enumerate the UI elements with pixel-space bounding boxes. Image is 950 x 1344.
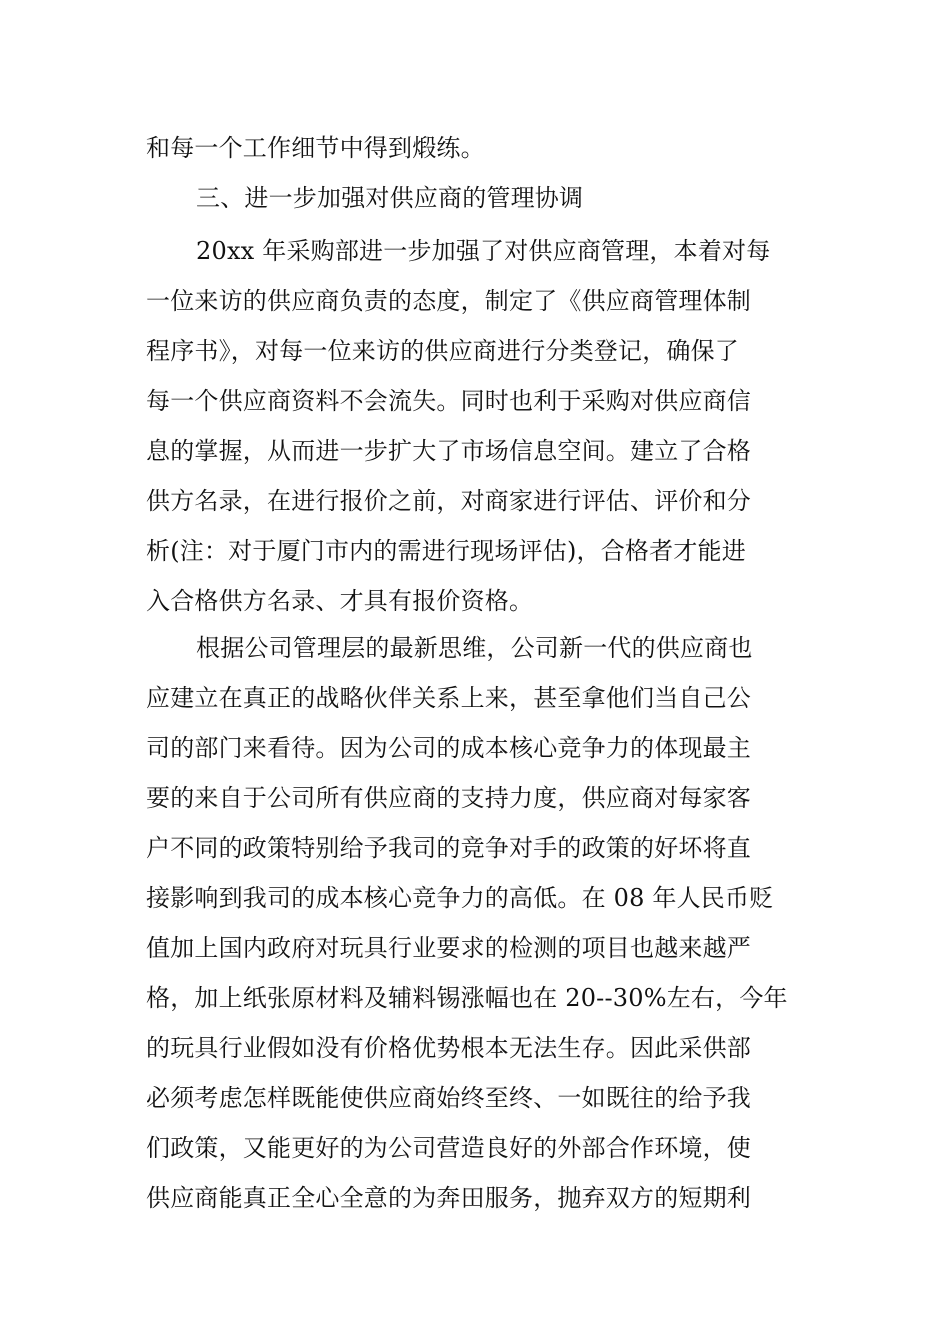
text-line: 供方名录，在进行报价之前，对商家进行评估、评价和分 xyxy=(146,487,751,515)
text-line: 入合格供方名录、才具有报价资格。 xyxy=(146,587,534,615)
text-line: 息的掌握，从而进一步扩大了市场信息空间。建立了合格 xyxy=(146,437,751,465)
text-line: 值加上国内政府对玩具行业要求的检测的项目也越来越严 xyxy=(146,934,751,962)
text-line: 的玩具行业假如没有价格优势根本无法生存。因此采供部 xyxy=(146,1034,751,1062)
text-line: 应建立在真正的战略伙伴关系上来，甚至拿他们当自己公 xyxy=(146,684,751,712)
text-line: 每一个供应商资料不会流失。同时也利于采购对供应商信 xyxy=(146,387,751,415)
text-line: 必须考虑怎样既能使供应商始终至终、一如既往的给予我 xyxy=(146,1084,751,1112)
text-line: 户不同的政策特别给予我司的竞争对手的政策的好坏将直 xyxy=(146,834,751,862)
text-line: 供应商能真正全心全意的为奔田服务，抛弃双方的短期利 xyxy=(146,1184,751,1212)
text-line: 析(注：对于厦门市内的需进行现场评估)，合格者才能进 xyxy=(146,537,746,565)
text-line: 接影响到我司的成本核心竞争力的高低。在 08 年人民币贬 xyxy=(146,884,774,912)
text-line: 们政策，又能更好的为公司营造良好的外部合作环境，使 xyxy=(146,1134,751,1162)
text-line: 程序书》，对每一位来访的供应商进行分类登记，确保了 xyxy=(146,337,739,365)
text-line: 和每一个工作细节中得到煅练。 xyxy=(146,134,485,162)
text-line: 司的部门来看待。因为公司的成本核心竞争力的体现最主 xyxy=(146,734,751,762)
text-line: 格，加上纸张原材料及辅料锡涨幅也在 20--30%左右，今年 xyxy=(146,984,788,1012)
paragraph-first-line: 根据公司管理层的最新思维，公司新一代的供应商也 xyxy=(196,634,753,662)
text-line: 一位来访的供应商负责的态度，制定了《供应商管理体制 xyxy=(146,287,751,315)
text-line: 要的来自于公司所有供应商的支持力度，供应商对每家客 xyxy=(146,784,751,812)
section-heading: 三、进一步加强对供应商的管理协调 xyxy=(196,184,584,212)
paragraph-first-line: 20xx 年采购部进一步加强了对供应商管理，本着对每 xyxy=(196,237,771,265)
